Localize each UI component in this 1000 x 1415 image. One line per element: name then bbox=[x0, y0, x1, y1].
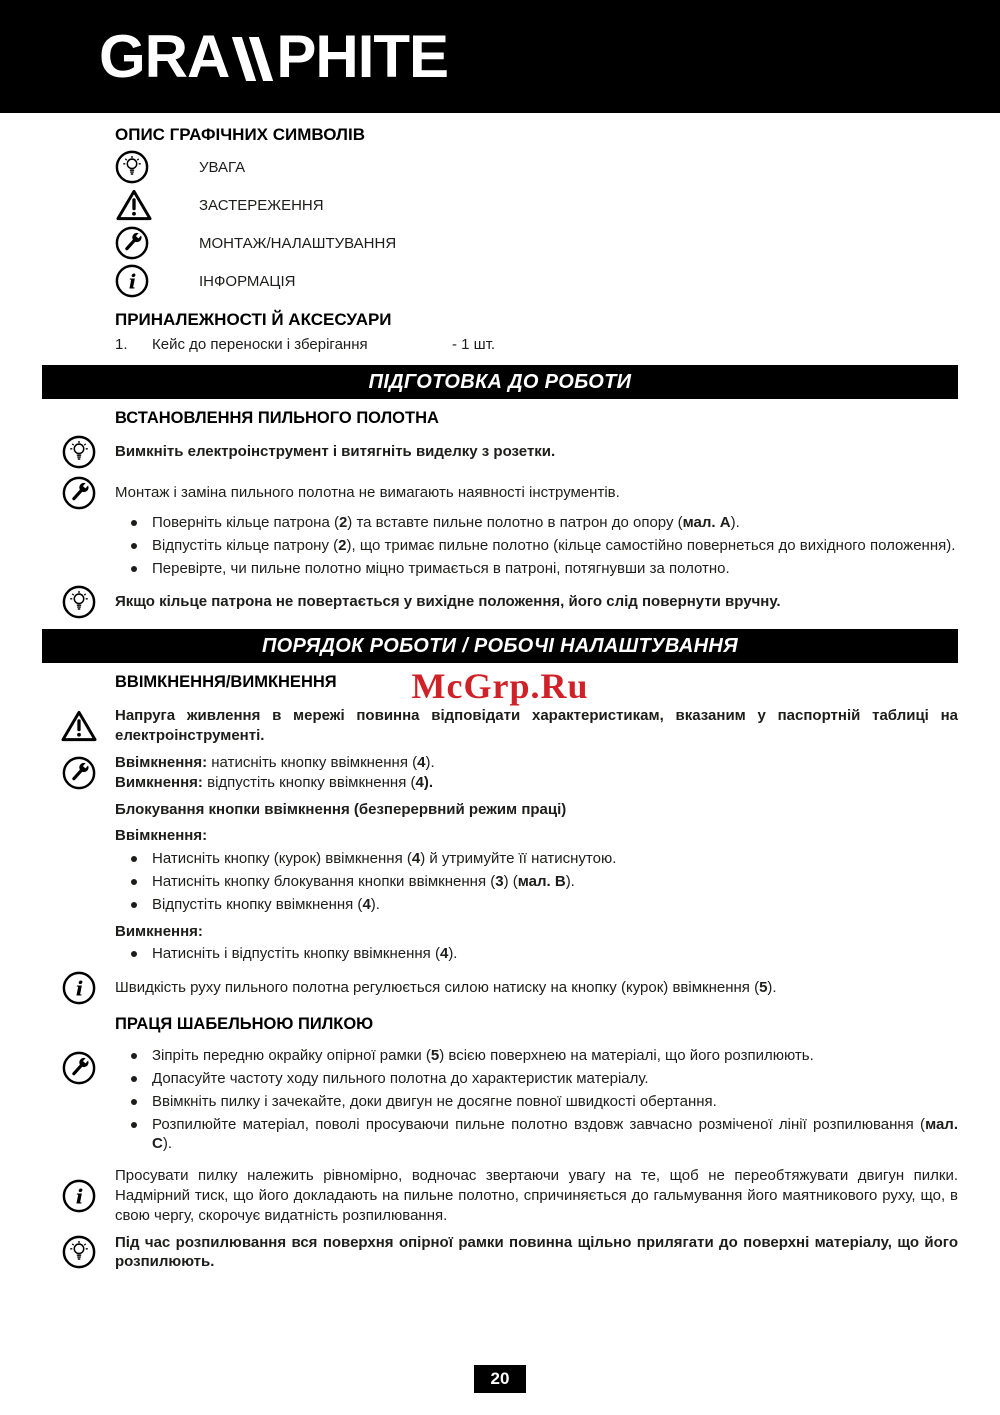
symbol-label: МОНТАЖ/НАЛАШТУВАННЯ bbox=[199, 234, 397, 252]
note-text: Монтаж і заміна пильного полотна не вимагають наявності інструментів. bbox=[115, 484, 620, 502]
icon-cell bbox=[42, 1235, 115, 1269]
page-number: 20 bbox=[474, 1365, 526, 1393]
warning-triangle-icon bbox=[60, 709, 98, 743]
onoff-heading: ВВІМКНЕННЯ/ВИМКНЕННЯ bbox=[115, 673, 337, 692]
assembly-intro-row bbox=[42, 476, 958, 510]
logo-slashes-icon bbox=[239, 37, 266, 81]
speed-info-row bbox=[42, 971, 958, 1005]
frame-note-row bbox=[42, 1233, 958, 1273]
saw-work-steps bbox=[128, 1043, 958, 1157]
bullet-item: Відпустіть кільце патрону (2), що тримає пильне полотно (кільце самостійно повернеться до вихідного положення). bbox=[128, 536, 958, 556]
bullet-item: Поверніть кільце патрона (2) та вставте пильне полотно в патрон до опору (мал. A). bbox=[128, 513, 958, 533]
bulb-icon bbox=[115, 150, 149, 184]
logo-text-right: PHITE bbox=[276, 22, 449, 90]
info-text: Просувати пилку належить рівномірно, водночас звертаючи увагу на те, щоб не переобтяжувати двигун пилки. Надмірний тиск, що його докладають на пильне полотно, спричиняється до гальмування його маятникового руху, що, в свою чергу, скорочує видатність розпилювання. bbox=[115, 1167, 958, 1224]
lock-heading: Блокування кнопки ввімкнення (безперервний режим праці) bbox=[115, 800, 567, 818]
blade-install-steps bbox=[128, 513, 958, 578]
warning-text: Напруга живлення в мережі повинна відповідати характеристикам, вказаним у паспортній таблиці на електроінструменті. bbox=[115, 707, 958, 745]
bullet-item: Розпилюйте матеріал, поволі просуваючи пильне полотно вздовж завчасно розміченої лінії розпилювання (мал. C). bbox=[128, 1115, 958, 1155]
symbol-legend-row bbox=[115, 150, 958, 184]
bullet-item: Натисніть кнопку (курок) ввімкнення (4) й утримуйте її натиснутою. bbox=[128, 849, 958, 869]
voltage-warning-row bbox=[42, 706, 958, 746]
symbol-icon-cell bbox=[115, 264, 155, 298]
wrench-icon bbox=[62, 756, 96, 790]
section-banner-preparation: ПІДГОТОВКА ДО РОБОТИ bbox=[42, 365, 958, 399]
instruction-line: Вимкнення: відпустіть кнопку ввімкнення (4). bbox=[115, 773, 434, 791]
accessory-quantity: - 1 шт. bbox=[452, 336, 496, 353]
mcgrp-watermark: McGrp.Ru bbox=[411, 666, 589, 707]
graphite-logo bbox=[99, 22, 449, 90]
icon-cell bbox=[42, 709, 115, 743]
bullet-item: Зіпріть передню окрайку опірної рамки (5) всією поверхнею на матеріалі, що його розпилюють. bbox=[128, 1046, 958, 1066]
logo-text-left: GRA bbox=[99, 22, 230, 90]
accessory-number: 1. bbox=[115, 336, 128, 353]
brand-header bbox=[0, 0, 1000, 113]
symbol-legend-row bbox=[115, 188, 958, 222]
onoff-heading-row bbox=[42, 666, 958, 707]
symbol-icon-cell bbox=[115, 188, 155, 222]
info-icon bbox=[62, 971, 96, 1005]
note-text: Якщо кільце патрона не повертається у вихідне положення, його слід повернути вручну. bbox=[115, 593, 781, 611]
symbol-label: УВАГА bbox=[199, 158, 246, 176]
section-banner-operation: ПОРЯДОК РОБОТИ / РОБОЧІ НАЛАШТУВАННЯ bbox=[42, 629, 958, 663]
bullet-item: Відпустіть кнопку ввімкнення (4). bbox=[128, 895, 958, 915]
icon-cell bbox=[42, 756, 115, 790]
symbols-section-title: ОПИС ГРАФІЧНИХ СИМВОЛІВ bbox=[115, 125, 365, 144]
saw-work-steps-row bbox=[42, 1041, 958, 1159]
switch-on-steps bbox=[128, 849, 958, 914]
bulb-icon bbox=[62, 435, 96, 469]
accessories-section-title: ПРИНАЛЕЖНОСТІ Й АКСЕСУАРИ bbox=[115, 310, 392, 329]
blade-install-heading: ВСТАНОВЛЕННЯ ПИЛЬНОГО ПОЛОТНА bbox=[115, 409, 439, 427]
icon-cell bbox=[42, 435, 115, 469]
wrench-icon bbox=[115, 226, 149, 260]
note-text: Під час розпилювання вся поверхня опірної рамки повинна щільно прилягати до поверхні матеріалу, що його розпилюють. bbox=[115, 1233, 958, 1271]
accessory-item bbox=[115, 335, 958, 355]
symbol-legend-row bbox=[115, 264, 958, 298]
wrench-icon bbox=[62, 1051, 96, 1085]
info-text: Швидкість руху пильного полотна регулюється силою натиску на кнопку (курок) ввімкнення (5). bbox=[115, 979, 777, 997]
info-icon bbox=[62, 1179, 96, 1213]
bullet-item: Допасуйте частоту ходу пильного полотна до характеристик матеріалу. bbox=[128, 1069, 958, 1089]
symbol-icon-cell bbox=[115, 150, 155, 184]
warning-triangle-icon bbox=[115, 188, 153, 222]
page-content bbox=[0, 125, 1000, 1272]
switch-off-label: Вимкнення: bbox=[115, 922, 203, 940]
instruction-lines bbox=[115, 753, 958, 793]
saw-work-heading: ПРАЦЯ ШАБЕЛЬНОЮ ПИЛКОЮ bbox=[115, 1015, 374, 1034]
note-text: Вимкніть електроінструмент і витягніть виделку з розетки. bbox=[115, 443, 556, 461]
accessory-label: Кейс до переноски і зберігання bbox=[152, 336, 368, 353]
bulb-icon bbox=[62, 1235, 96, 1269]
switch-on-label: Ввімкнення: bbox=[115, 827, 208, 845]
icon-cell bbox=[42, 585, 115, 619]
icon-cell bbox=[42, 476, 115, 510]
icon-cell bbox=[42, 1041, 115, 1085]
icon-cell bbox=[42, 1179, 115, 1213]
wrench-icon bbox=[62, 476, 96, 510]
bulb-icon bbox=[62, 585, 96, 619]
onoff-instructions-row bbox=[42, 753, 958, 793]
ring-note-row bbox=[42, 585, 958, 619]
feed-info-row bbox=[42, 1166, 958, 1225]
unplug-note-row bbox=[42, 435, 958, 469]
bullet-item: Натисніть кнопку блокування кнопки ввімкнення (3) (мал. B). bbox=[128, 872, 958, 892]
symbol-legend-row bbox=[115, 226, 958, 260]
info-icon bbox=[115, 264, 149, 298]
symbol-label: ЗАСТЕРЕЖЕННЯ bbox=[199, 196, 324, 214]
bullet-item: Ввімкніть пилку і зачекайте, доки двигун не досягне повної швидкості обертання. bbox=[128, 1092, 958, 1112]
switch-off-steps bbox=[128, 944, 958, 964]
bullet-item: Натисніть і відпустіть кнопку ввімкнення (4). bbox=[128, 944, 958, 964]
symbol-label: ІНФОРМАЦІЯ bbox=[199, 272, 296, 290]
instruction-line: Ввімкнення: натисніть кнопку ввімкнення (4). bbox=[115, 753, 435, 771]
bullet-item: Перевірте, чи пильне полотно міцно тримається в патроні, потягнувши за полотно. bbox=[128, 559, 958, 579]
icon-cell bbox=[42, 971, 115, 1005]
symbol-icon-cell bbox=[115, 226, 155, 260]
